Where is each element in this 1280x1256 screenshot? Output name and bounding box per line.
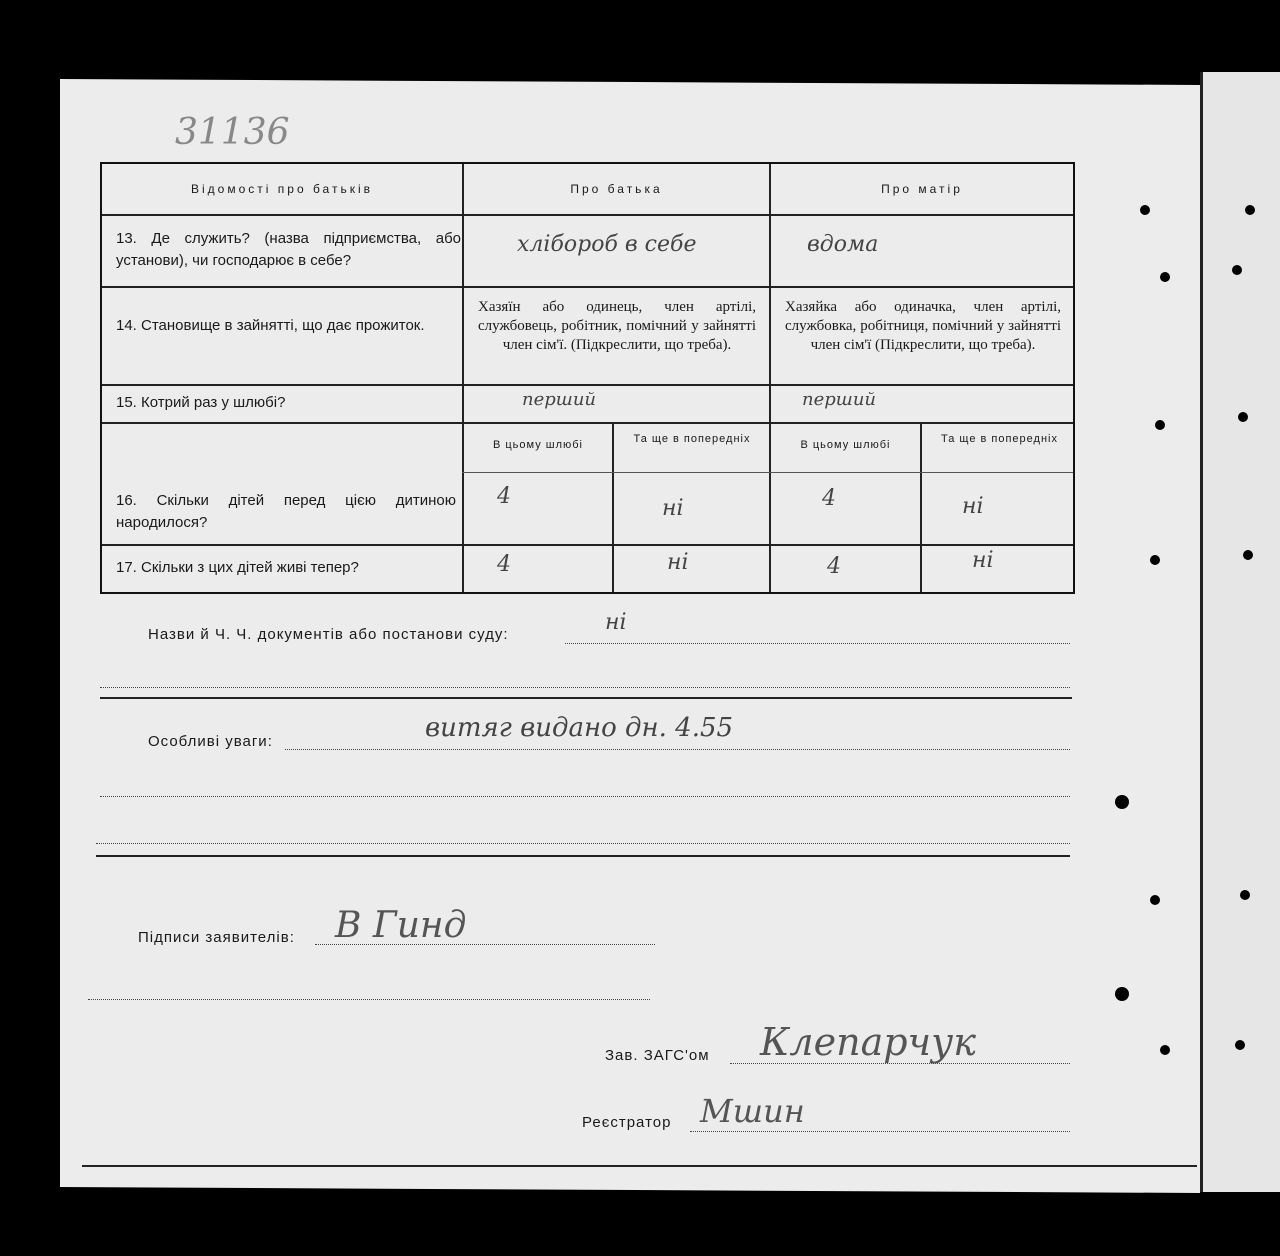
applicants-signature: В Гинд <box>335 905 467 946</box>
remarks-line-3 <box>96 842 1070 844</box>
registrar-signature: Мшин <box>700 1092 805 1130</box>
answer-16-father-prev: ні <box>662 496 684 521</box>
applicants-label: Підписи заявителів: <box>138 929 295 946</box>
punch-hole <box>1155 420 1165 430</box>
applicants-line-2 <box>88 998 650 1000</box>
options-14-father: Хазяїн або одинець, член артілі, службовець, робітник, помічний у зайнятті член сім'ї. (Підкреслити, що треба). <box>478 299 756 353</box>
subheader-mother-this: В цьому шлюбі <box>800 439 891 451</box>
punch-hole <box>1232 265 1242 275</box>
documents-label: Назви й Ч. Ч. документів або постанови суду: <box>148 626 509 643</box>
punch-hole <box>1160 272 1170 282</box>
documents-line <box>565 642 1070 644</box>
section-divider <box>100 697 1072 699</box>
documents-value: ні <box>605 610 627 635</box>
row-divider <box>102 214 1073 216</box>
answer-15-mother: перший <box>802 389 877 410</box>
adjacent-page <box>1200 72 1280 1192</box>
registrar-line <box>690 1130 1070 1132</box>
punch-hole <box>1245 205 1255 215</box>
column-divider <box>462 164 464 592</box>
remarks-line-2 <box>100 795 1070 797</box>
subheader-mother-prev: Та ще в попередніх <box>941 433 1058 445</box>
remarks-label: Особливі уваги: <box>148 733 273 750</box>
registrar-label: Реєстратор <box>582 1114 672 1131</box>
remarks-value: витяг видано дн. 4.55 <box>425 713 734 743</box>
answer-17-mother-prev: ні <box>972 548 994 573</box>
question-16: 16. Скільки дітей перед цією дитиною народилося? <box>116 492 456 531</box>
answer-13-mother: вдома <box>807 232 879 257</box>
punch-hole <box>1150 895 1160 905</box>
answer-13-father: хлібороб в себе <box>517 232 697 257</box>
punch-hole <box>1238 412 1248 422</box>
punch-hole <box>1160 1045 1170 1055</box>
answer-17-mother-this: 4 <box>827 554 841 579</box>
column-divider <box>769 164 771 592</box>
head-label: Зав. ЗАГС'ом <box>605 1047 710 1064</box>
punch-hole <box>1235 1040 1245 1050</box>
row-divider <box>102 544 1073 546</box>
punch-hole <box>1243 550 1253 560</box>
header-info: Відомості про батьків <box>191 182 373 196</box>
answer-17-father-this: 4 <box>497 552 511 577</box>
answer-16-mother-prev: ні <box>962 494 984 519</box>
head-signature: Клепарчук <box>760 1020 976 1064</box>
row-divider <box>462 472 1073 473</box>
subheader-father-prev: Та ще в попередніх <box>633 433 751 445</box>
answer-17-father-prev: ні <box>667 550 689 575</box>
row-divider <box>102 286 1073 288</box>
answer-15-father: перший <box>522 389 597 410</box>
subheader-father-this: В цьому шлюбі <box>492 439 584 451</box>
question-17: 17. Скільки з цих дітей живі тепер? <box>116 559 359 576</box>
punch-hole <box>1115 795 1129 809</box>
row-divider <box>102 422 1073 424</box>
bottom-rule <box>82 1165 1197 1167</box>
question-15: 15. Котрий раз у шлюбі? <box>116 394 286 411</box>
punch-hole <box>1140 205 1150 215</box>
punch-hole <box>1240 890 1250 900</box>
punch-hole <box>1150 555 1160 565</box>
row-divider <box>102 384 1073 386</box>
answer-16-mother-this: 4 <box>822 486 836 511</box>
parents-info-table <box>100 162 1075 594</box>
archive-number: 31136 <box>175 112 290 153</box>
header-mother: Про матір <box>881 182 963 196</box>
answer-16-father-this: 4 <box>497 484 511 509</box>
remarks-line <box>285 748 1070 750</box>
section-divider <box>96 855 1070 857</box>
column-divider <box>612 424 614 592</box>
question-14: 14. Становище в зайнятті, що дає прожиток. <box>116 317 425 334</box>
options-14-mother: Хазяйка або одиначка, член артілі, службовка, робітниця, помічний у зайнятті член сім'ї (Підкреслити, що треба). <box>785 299 1061 353</box>
header-father: Про батька <box>570 182 663 196</box>
documents-line-2 <box>100 686 1070 688</box>
question-13: 13. Де служить? (назва підприємства, або установи), чи господарює в себе? <box>116 230 461 269</box>
punch-hole <box>1115 987 1129 1001</box>
column-divider <box>920 424 922 592</box>
